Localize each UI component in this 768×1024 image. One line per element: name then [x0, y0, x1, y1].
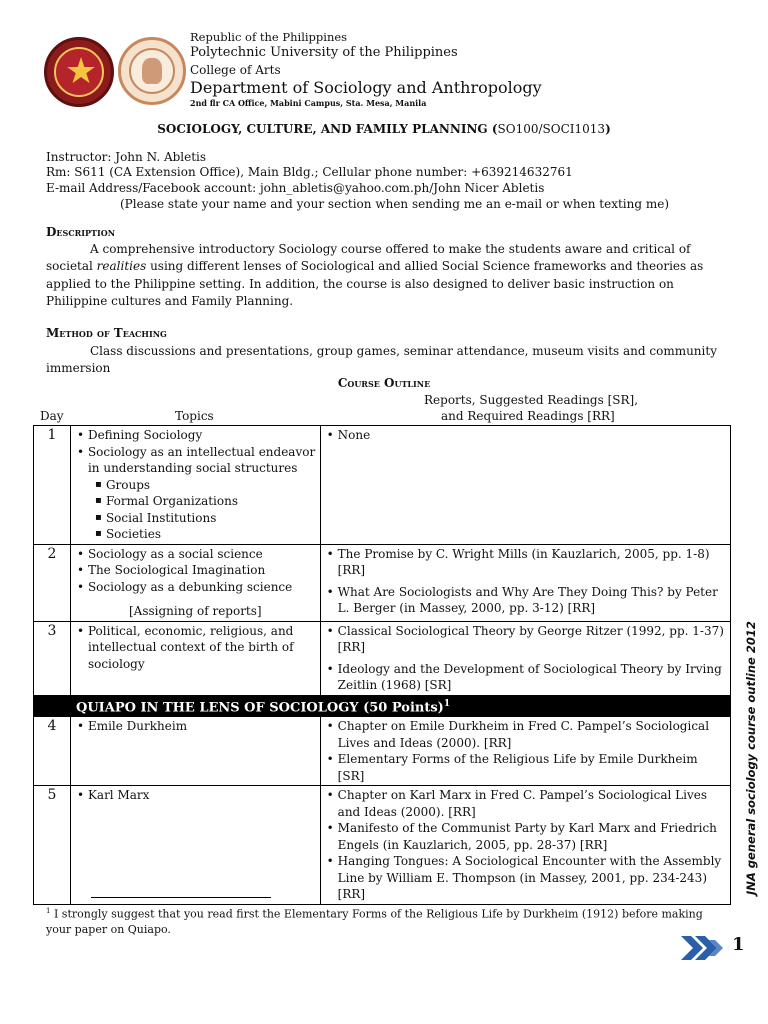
day-cell: 1 [34, 426, 71, 545]
day-cell: 5 [34, 786, 71, 905]
topic-item: • Sociology as a social science [75, 546, 316, 563]
reading-item: • The Promise by C. Wright Mills (in Kauzlarich, 2005, pp. 1-8) [RR] [325, 546, 726, 579]
day-cell: 2 [34, 544, 71, 621]
reading-item: • Ideology and the Development of Sociological Theory by Irving Zeitlin (1968) [SR] [325, 661, 726, 694]
reading-item: • None [325, 427, 726, 444]
table-row [34, 786, 731, 905]
table-row [34, 621, 731, 695]
footnote-ref: 1 [443, 698, 451, 709]
topics-cell [70, 786, 320, 905]
readings-cell [320, 786, 730, 905]
col-readings-header-2: and Required Readings [RR] [441, 409, 615, 423]
description-text: A comprehensive introductory Sociology course offered to make the students aware and critical of societal realities using different lenses of Sociological and allied Social Science frameworks and theories as applied to the Philippine setting. In addition, the course is also designed to deliver basic instruction on Philippine cultures and Family Planning. [46, 242, 704, 308]
pup-seal-logo: ★ [44, 37, 114, 107]
header-university: Polytechnic University of the Philippines [190, 45, 458, 60]
col-readings-header-1: Reports, Suggested Readings [SR], [424, 393, 639, 407]
topic-item: • The Sociological Imagination [75, 562, 316, 579]
reading-item: • Chapter on Karl Marx in Fred C. Pampel’s Sociological Lives and Ideas (2000). [RR] [325, 787, 726, 820]
readings-cell [320, 717, 730, 786]
topic-item: • Political, economic, religious, and intellectual context of the birth of sociology [75, 623, 316, 673]
topic-item: • Sociology as an intellectual endeavor in understanding social structures [75, 444, 316, 477]
section-banner: QUIAPO IN THE LENS OF SOCIOLOGY (50 Points)$^1$ [34, 695, 731, 717]
page-number: 1 [732, 934, 745, 955]
topic-item: • Sociology as a debunking science [75, 579, 316, 596]
table-row [34, 717, 731, 786]
topics-cell [70, 426, 320, 545]
readings-cell [320, 426, 730, 545]
reading-item: • Classical Sociological Theory by George Ritzer (1992, pp. 1-37) [RR] [325, 623, 726, 656]
readings-cell [320, 621, 730, 695]
day-cell: 3 [34, 621, 71, 695]
method-text: Class discussions and presentations, group games, seminar attendance, museum visits and community immersion [46, 344, 717, 376]
day-cell: 4 [34, 717, 71, 786]
topics-cell [70, 717, 320, 786]
footnote: $^1$ I strongly suggest that you read first the Elementary Forms of the Religious Life by Durkheim (1912) before making your paper on Quiapo. [46, 907, 703, 936]
course-title: SOCIOLOGY, CULTURE, AND FAMILY PLANNING (SO100/SOCI1013) [157, 122, 611, 136]
reading-item: • Hanging Tongues: A Sociological Encounter with the Assembly Line by William E. Thompson (in Massey, 2001, pp. 234-243) [RR] [325, 853, 726, 903]
instructor-email: E-mail Address/Facebook account: john_abletis@yahoo.com.ph/John Nicer Abletis [46, 181, 545, 195]
header-address: 2nd flr CA Office, Mabini Campus, Sta. Mesa, Manila [190, 98, 427, 108]
table-row [34, 426, 731, 545]
section-banner-row [34, 695, 731, 717]
header-department: Department of Sociology and Anthropology [190, 78, 542, 97]
reading-item: • What Are Sociologists and Why Are They Doing This? by Peter L. Berger (in Massey, 2000, pp. 3-12) [RR] [325, 584, 726, 617]
instructor-name: Instructor: John N. Abletis [46, 150, 207, 164]
assignment-note: [Assigning of reports] [129, 604, 262, 618]
course-code: SO100/SOCI1013 [497, 122, 606, 136]
side-footer-text: JNA general sociology course outline 2012 [744, 621, 758, 895]
header-republic: Republic of the Philippines [190, 30, 348, 44]
topic-item: • Defining Sociology [75, 427, 316, 444]
double-chevron-icon [681, 934, 727, 962]
college-of-arts-seal-logo [118, 37, 186, 105]
topics-cell [70, 621, 320, 695]
reading-item: • Chapter on Emile Durkheim in Fred C. Pampel’s Sociological Lives and Ideas (2000). [RR] [325, 718, 726, 751]
description-heading: Description [46, 225, 116, 239]
table-row [34, 544, 731, 621]
subtopic-item: ▪ Groups [75, 477, 316, 494]
topic-item: • Emile Durkheim [75, 718, 316, 735]
subtopic-item: ▪ Societies [75, 526, 316, 543]
course-outline-heading: Course Outline [337, 376, 431, 390]
topic-item: • Karl Marx [75, 787, 316, 804]
subtopic-item: ▪ Formal Organizations [75, 493, 316, 510]
method-heading: Method of Teaching [46, 326, 167, 340]
footnote-divider [91, 897, 271, 898]
readings-cell [320, 544, 730, 621]
topics-cell [70, 544, 320, 621]
subtopic-item: ▪ Social Institutions [75, 510, 316, 527]
col-topics-header: Topics [175, 409, 214, 423]
instructor-room: Rm: S611 (CA Extension Office), Main Bldg.; Cellular phone number: +639214632761 [46, 165, 573, 179]
col-day-header: Day [40, 409, 64, 423]
course-outline-table [33, 425, 731, 905]
reading-item: • Elementary Forms of the Religious Life by Emile Durkheim [SR] [325, 751, 726, 784]
header-college: College of Arts [190, 63, 281, 77]
reading-item: • Manifesto of the Communist Party by Karl Marx and Friedrich Engels (in Kauzlarich, 2005, pp. 28-37) [RR] [325, 820, 726, 853]
contact-note: (Please state your name and your section when sending me an e-mail or when texting me) [120, 197, 670, 211]
